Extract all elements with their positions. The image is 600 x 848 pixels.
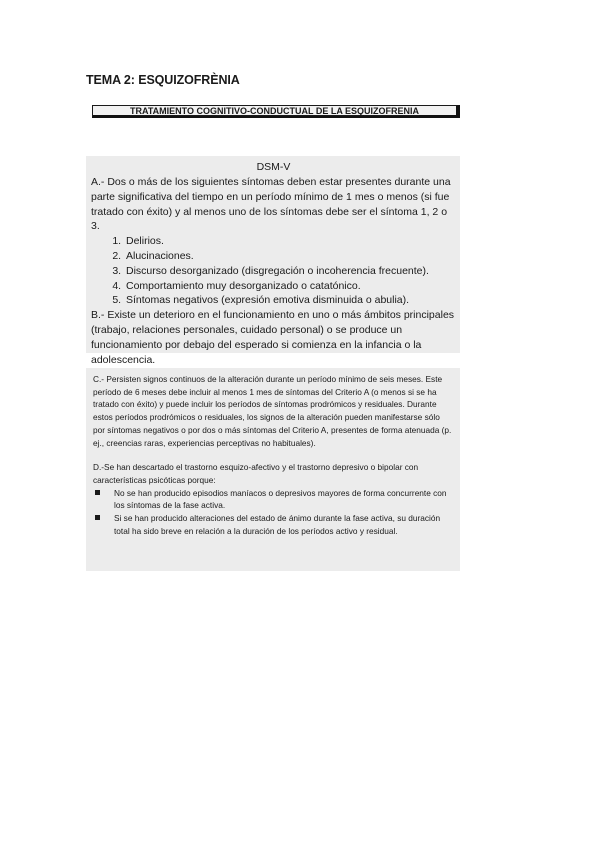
criterion-a-text: A.- Dos o más de los siguientes síntomas deben estar presentes durante una parte significativa del tiempo en un período mínimo de 1 mes o menos (si fue tratado con éxito) y al menos uno de los síntomas debe ser el síntoma 1, 2 o 3. — [91, 176, 451, 233]
criterion-c-text: C.- Persisten signos continuos de la alteración durante un período mínimo de seis meses. Este período de 6 meses debe incluir al menos 1 mes de síntomas del Criterio A (o menos si se ha tratado con éxito) y puede incluir los períodos de síntomas prodrómicos y residuales. Durante estos períodos prodrómicos o residuales, los signos de la alteración pueden manifestarse sólo por síntomas negativos o por dos o más síntomas del Criterio A, presentes de forma atenuada (p. ej., creencias raras, experiencias perceptivas no habituales). — [93, 374, 452, 448]
symptom-item: 3. Discurso desorganizado (disgregación o incoherencia frecuente). — [124, 264, 456, 279]
bullet-item — [105, 487, 454, 512]
bullet-text: No se han producido episodios maníacos o depresivos mayores de forma concurrente con los síntomas de la fase activa. — [114, 487, 447, 511]
bullet-text: Si se han producido alteraciones del estado de ánimo durante la fase activa, su duración total ha sido breve en relación a la duración de los períodos activo y residual. — [114, 513, 441, 536]
paragraph-spacer — [93, 449, 454, 461]
criterion-b-text: B.- Existe un deterioro en el funcionamiento en uno o más ámbitos principales (trabajo, relaciones personales, cuidado personal) o se produce un funcionamiento por debajo del esperado si comienza en la infancia o la adolescencia. — [91, 309, 455, 366]
criterion-d-text: D.-Se han descartado el trastorno esquizo-afectivo y el trastorno depresivo o bipolar con características psicóticas porque: — [93, 462, 419, 485]
symptom-item: 4. Comportamiento muy desorganizado o catatónico. — [124, 279, 456, 294]
dsm-heading: DSM-V — [256, 161, 291, 173]
exclusion-bullet-list — [93, 487, 454, 538]
square-bullet-icon — [95, 515, 100, 520]
symptom-item: 1. Delirios. — [124, 234, 456, 249]
bullet-item — [105, 512, 454, 537]
square-bullet-icon — [95, 490, 100, 495]
section-heading-banner: TRATAMIENTO COGNITIVO-CONDUCTUAL DE LA ESQUIZOFRENIA — [92, 105, 460, 118]
symptom-item: 5. Síntomas negativos (expresión emotiva disminuida o abulia). — [124, 293, 456, 308]
dsm-criteria-box-ab — [86, 156, 460, 366]
symptom-list — [91, 234, 456, 308]
symptom-item: 2. Alucinaciones. — [124, 249, 456, 264]
page-title: TEMA 2: ESQUIZOFRÈNIA — [86, 73, 240, 87]
dsm-criteria-box-cd — [86, 368, 460, 571]
